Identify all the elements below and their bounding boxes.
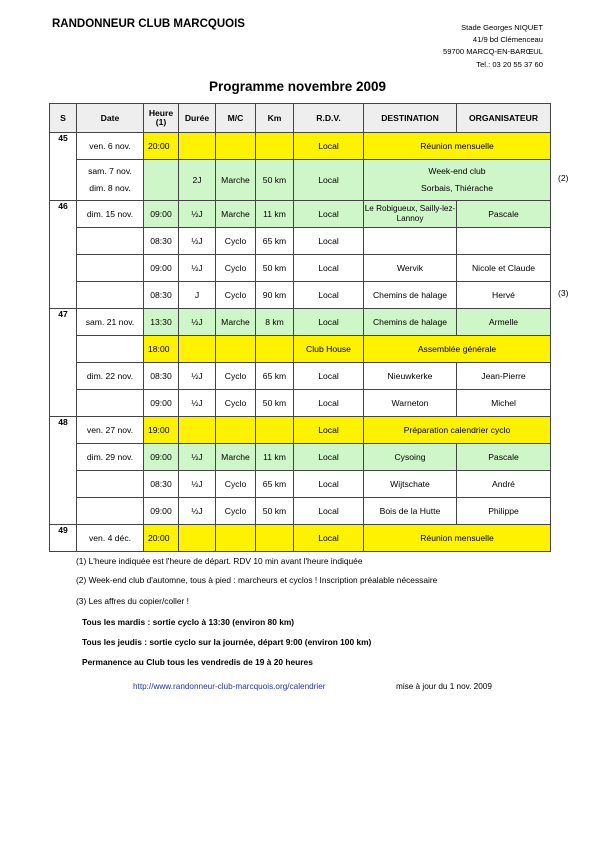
mc-cell: Marche	[216, 309, 256, 336]
table-row	[50, 201, 551, 228]
calendar-link[interactable]: http://www.randonneur-club-marcquois.org/calendrier	[133, 682, 326, 691]
rdv-cell: Local	[294, 201, 364, 228]
duration-cell: ½J	[179, 390, 216, 417]
km-cell: 65 km	[256, 471, 294, 498]
destination-cell: Chemins de halage	[364, 309, 457, 336]
organizer-cell: Philippe	[457, 498, 551, 525]
date-cell: ven. 27 nov.	[77, 417, 144, 444]
programme-table	[49, 103, 551, 552]
bold-note: Tous les mardis : sortie cyclo à 13:30 (environ 80 km)	[82, 617, 295, 627]
km-cell: 65 km	[256, 228, 294, 255]
table-row	[50, 363, 551, 390]
organizer-cell: Pascale	[457, 201, 551, 228]
event-cell: Préparation calendrier cyclo	[364, 417, 551, 444]
page-title: Programme novembre 2009	[208, 79, 387, 94]
mc-cell: Cyclo	[216, 471, 256, 498]
date-cell	[77, 228, 144, 255]
mc-cell: Cyclo	[216, 363, 256, 390]
destination-cell: Cysoing	[364, 444, 457, 471]
address-line: Tel.: 03 20 55 37 60	[476, 59, 543, 69]
footnote: (1) L'heure indiquée est l'heure de départ. RDV 10 min avant l'heure indiquée	[76, 556, 363, 566]
km-cell: 50 km	[256, 390, 294, 417]
table-row	[50, 444, 551, 471]
time-cell: 13:30	[144, 309, 179, 336]
km-cell: 50 km	[256, 160, 294, 201]
date-cell: sam. 7 nov. dim. 8 nov.	[77, 160, 144, 201]
duration-cell: ½J	[179, 228, 216, 255]
organizer-cell: Michel	[457, 390, 551, 417]
destination-cell: Nieuwkerke	[364, 363, 457, 390]
update-date: mise à jour du 1 nov. 2009	[396, 682, 492, 691]
table-row	[50, 160, 551, 201]
date-cell	[77, 390, 144, 417]
date-cell	[77, 336, 144, 363]
mc-cell: Marche	[216, 160, 256, 201]
km-cell	[256, 417, 294, 444]
mc-cell	[216, 336, 256, 363]
km-cell: 11 km	[256, 201, 294, 228]
mc-cell: Marche	[216, 201, 256, 228]
organizer-cell: Hervé	[457, 282, 551, 309]
event-cell: Week-end club Sorbais, Thiérache	[364, 160, 551, 201]
km-cell: 50 km	[256, 498, 294, 525]
duration-cell	[179, 417, 216, 444]
week-number: 47	[50, 309, 77, 417]
organizer-cell: Jean-Pierre	[457, 363, 551, 390]
col-header: DESTINATION	[364, 104, 457, 133]
duration-cell: ½J	[179, 255, 216, 282]
table-row	[50, 498, 551, 525]
table-row	[50, 417, 551, 444]
table-row	[50, 525, 551, 552]
rdv-cell: Local	[294, 255, 364, 282]
address-line: 59700 MARCQ-EN-BARŒUL	[442, 47, 543, 57]
mc-cell	[216, 133, 256, 160]
col-header: R.D.V.	[294, 104, 364, 133]
destination-cell: Chemins de halage	[364, 282, 457, 309]
km-cell	[256, 336, 294, 363]
footnote-marker: (2)	[558, 173, 569, 183]
km-cell	[256, 133, 294, 160]
address-line: 41/9 bd Clémenceau	[472, 35, 543, 45]
time-cell: 08:30	[144, 471, 179, 498]
duration-cell: ½J	[179, 201, 216, 228]
event-cell: Réunion mensuelle	[364, 133, 551, 160]
table-row	[50, 133, 551, 160]
date-cell: dim. 29 nov.	[77, 444, 144, 471]
club-name: RANDONNEUR CLUB MARCQUOIS	[52, 18, 245, 30]
footnote: (2) Week-end club d'automne, tous à pied : marcheurs et cyclos ! Inscription préalable nécessaire	[76, 575, 438, 585]
organizer-cell	[457, 228, 551, 255]
week-number: 49	[50, 525, 77, 552]
km-cell	[256, 525, 294, 552]
organizer-cell: Armelle	[457, 309, 551, 336]
km-cell: 8 km	[256, 309, 294, 336]
col-header: Km	[256, 104, 294, 133]
time-cell	[144, 160, 179, 201]
time-cell: 08:30	[144, 363, 179, 390]
footnote-marker: (3)	[558, 288, 569, 298]
duration-cell: ½J	[179, 471, 216, 498]
col-header: Date	[77, 104, 144, 133]
table-row	[50, 228, 551, 255]
rdv-cell: Local	[294, 133, 364, 160]
table-row	[50, 255, 551, 282]
rdv-cell: Local	[294, 309, 364, 336]
table-row	[50, 309, 551, 336]
time-cell: 09:00	[144, 255, 179, 282]
destination-cell	[364, 228, 457, 255]
duration-cell	[179, 525, 216, 552]
time-cell: 20:00	[144, 133, 179, 160]
address-line: Stade Georges NIQUET	[461, 23, 543, 32]
table-row	[50, 471, 551, 498]
duration-cell	[179, 336, 216, 363]
bold-note: Tous les jeudis : sortie cyclo sur la journée, départ 9:00 (environ 100 km)	[82, 637, 372, 647]
destination-cell: Wijtschate	[364, 471, 457, 498]
organizer-cell: Pascale	[457, 444, 551, 471]
rdv-cell: Local	[294, 525, 364, 552]
duration-cell: ½J	[179, 363, 216, 390]
date-cell: ven. 4 déc.	[77, 525, 144, 552]
col-header: ORGANISATEUR	[457, 104, 551, 133]
rdv-cell: Local	[294, 363, 364, 390]
time-cell: 19:00	[144, 417, 179, 444]
km-cell: 50 km	[256, 255, 294, 282]
mc-cell: Marche	[216, 444, 256, 471]
footnote: (3) Les affres du copier/coller !	[76, 596, 189, 606]
rdv-cell: Local	[294, 471, 364, 498]
date-cell: dim. 22 nov.	[77, 363, 144, 390]
duration-cell: ½J	[179, 444, 216, 471]
date-cell: sam. 21 nov.	[77, 309, 144, 336]
mc-cell: Cyclo	[216, 282, 256, 309]
rdv-cell: Local	[294, 498, 364, 525]
date-cell	[77, 255, 144, 282]
col-header: Durée	[179, 104, 216, 133]
rdv-cell: Local	[294, 160, 364, 201]
km-cell: 11 km	[256, 444, 294, 471]
duration-cell: ½J	[179, 309, 216, 336]
date-cell: dim. 15 nov.	[77, 201, 144, 228]
event-cell: Réunion mensuelle	[364, 525, 551, 552]
date-cell	[77, 498, 144, 525]
rdv-cell: Local	[294, 390, 364, 417]
rdv-cell: Local	[294, 282, 364, 309]
km-cell: 65 km	[256, 363, 294, 390]
week-number: 46	[50, 201, 77, 309]
table-header-row	[50, 104, 551, 133]
duration-cell: J	[179, 282, 216, 309]
date-cell	[77, 471, 144, 498]
mc-cell	[216, 417, 256, 444]
mc-cell: Cyclo	[216, 255, 256, 282]
organizer-cell: Nicole et Claude	[457, 255, 551, 282]
table-row	[50, 282, 551, 309]
club-address	[403, 22, 543, 71]
bold-note: Permanence au Club tous les vendredis de 19 à 20 heures	[82, 657, 313, 667]
table-row	[50, 390, 551, 417]
table-row	[50, 336, 551, 363]
duration-cell: ½J	[179, 498, 216, 525]
organizer-cell: André	[457, 471, 551, 498]
week-number: 48	[50, 417, 77, 525]
col-header: Heure (1)	[144, 104, 179, 133]
time-cell: 09:00	[144, 390, 179, 417]
duration-cell: 2J	[179, 160, 216, 201]
col-header: M/C	[216, 104, 256, 133]
time-cell: 18:00	[144, 336, 179, 363]
time-cell: 09:00	[144, 201, 179, 228]
time-cell: 20:00	[144, 525, 179, 552]
destination-cell: Wervik	[364, 255, 457, 282]
time-cell: 08:30	[144, 282, 179, 309]
mc-cell: Cyclo	[216, 228, 256, 255]
date-cell	[77, 282, 144, 309]
event-cell: Assemblée générale	[364, 336, 551, 363]
col-header: S	[50, 104, 77, 133]
destination-cell: Bois de la Hutte	[364, 498, 457, 525]
duration-cell	[179, 133, 216, 160]
mc-cell	[216, 525, 256, 552]
destination-cell: Le Robigueux, Sailly-lez-Lannoy	[364, 201, 457, 228]
destination-cell: Warneton	[364, 390, 457, 417]
km-cell: 90 km	[256, 282, 294, 309]
rdv-cell: Local	[294, 417, 364, 444]
rdv-cell: Club House	[294, 336, 364, 363]
mc-cell: Cyclo	[216, 498, 256, 525]
time-cell: 09:00	[144, 498, 179, 525]
rdv-cell: Local	[294, 228, 364, 255]
date-cell: ven. 6 nov.	[77, 133, 144, 160]
rdv-cell: Local	[294, 444, 364, 471]
week-number: 45	[50, 133, 77, 201]
time-cell: 08:30	[144, 228, 179, 255]
time-cell: 09:00	[144, 444, 179, 471]
mc-cell: Cyclo	[216, 390, 256, 417]
